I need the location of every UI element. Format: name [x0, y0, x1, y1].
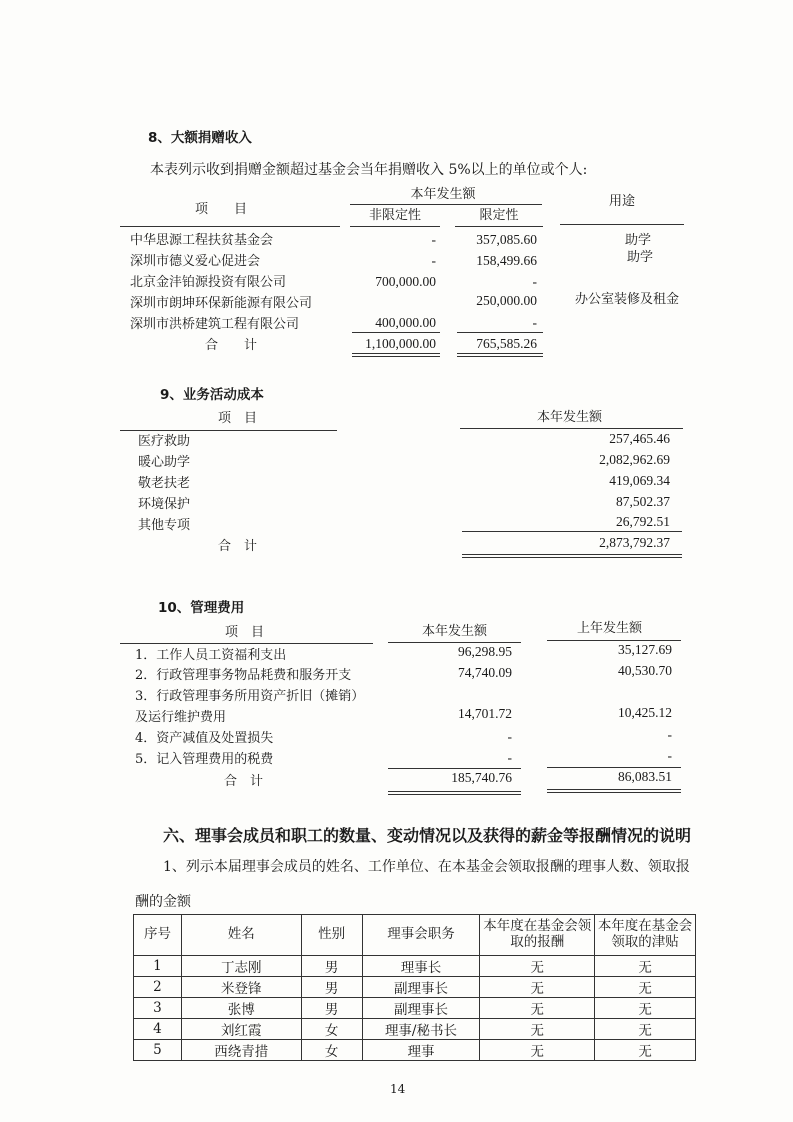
cell-gender: 女 [301, 1040, 362, 1061]
section-6-title: 六、理事会成员和职工的数量、变动情况以及获得的薪金等报酬情况的说明 [163, 826, 692, 845]
s8-total-double-rule-restricted [457, 353, 543, 357]
s10-row-previous: 10,425.12 [618, 705, 672, 720]
s8-row-restricted: 357,085.60 [476, 232, 537, 247]
s8-row-name: 深圳市德义爱心促进会 [130, 254, 261, 269]
column-header-name: 姓名 [181, 915, 301, 956]
column-header-index: 序号 [134, 915, 182, 956]
s9-row-name: 敬老扶老 [138, 476, 191, 491]
s8-row-restricted: - [532, 274, 537, 289]
s10-header-rule-previous [547, 640, 681, 641]
cell-name: 刘红霞 [181, 1019, 301, 1040]
table-row [134, 998, 696, 1019]
s9-row-name: 环境保护 [138, 497, 191, 512]
s8-header-item: 项 目 [195, 202, 248, 217]
s9-row-amount: 419,069.34 [609, 473, 670, 488]
cell-position: 理事 [362, 1040, 480, 1061]
s8-header-rule-unrestricted [350, 226, 440, 227]
cell-allowance: 无 [595, 1019, 696, 1040]
s10-row-name: 3．行政管理事务所用资产折旧（摊销） [135, 689, 365, 704]
s8-row-name: 深圳市洪桥建筑工程有限公司 [130, 317, 300, 332]
s8-header-use: 用途 [608, 194, 635, 209]
cell-gender: 男 [301, 998, 362, 1019]
s9-total-rule [462, 531, 682, 532]
column-header-remuneration: 本年度在基金会领取的报酬 [480, 915, 595, 956]
s9-row-amount: 87,502.37 [616, 494, 670, 509]
s8-header-divider [350, 204, 542, 205]
s9-header-rule-current [460, 428, 683, 429]
cell-index: 2 [134, 977, 182, 998]
s9-total-label: 合 计 [218, 539, 258, 554]
s8-total-rule-unrestricted [352, 332, 440, 333]
s8-header-restricted: 限定性 [479, 208, 519, 223]
cell-allowance: 无 [595, 977, 696, 998]
s10-row-name: 4．资产减值及处置损失 [135, 731, 274, 746]
s8-row-restricted: 250,000.00 [476, 293, 537, 308]
s10-row-name: 5．记入管理费用的税费 [135, 752, 274, 767]
s8-total-label: 合 计 [205, 338, 258, 353]
s8-row-unrestricted: - [431, 253, 436, 268]
s10-row-name: 1．工作人员工资福利支出 [135, 648, 287, 663]
s10-row-name: 2．行政管理事务物品耗费和服务开支 [135, 668, 352, 683]
s9-row-name: 其他专项 [138, 518, 191, 533]
s10-header-rule-current [388, 642, 521, 643]
cell-position: 副理事长 [362, 998, 480, 1019]
cell-remuneration: 无 [480, 977, 595, 998]
s8-row-use: 助学 [626, 250, 653, 265]
s10-row-previous: - [667, 727, 672, 742]
s8-header-rule-use [560, 224, 684, 225]
s10-row-current: - [507, 729, 512, 744]
s10-header-previous: 上年发生额 [577, 621, 643, 636]
s10-header-rule-item [120, 643, 373, 644]
s9-total-double-rule [462, 554, 682, 558]
s8-row-unrestricted: 400,000.00 [375, 315, 436, 330]
table-row [134, 1019, 696, 1040]
cell-gender: 女 [301, 1019, 362, 1040]
s10-row-name: 及运行维护费用 [135, 710, 227, 725]
s10-row-previous: 40,530.70 [618, 663, 672, 678]
s10-row-previous: - [667, 748, 672, 763]
s9-header-item: 项 目 [218, 411, 258, 426]
section-8-title: 8、大额捐赠收入 [148, 130, 252, 146]
cell-position: 理事/秘书长 [362, 1019, 480, 1040]
cell-position: 理事长 [362, 956, 480, 977]
s8-row-unrestricted: 700,000.00 [375, 274, 436, 289]
cell-allowance: 无 [595, 998, 696, 1019]
s8-total-restricted: 765,585.26 [476, 336, 537, 351]
s10-row-current: 96,298.95 [458, 644, 512, 659]
column-header-position: 理事会职务 [362, 915, 480, 956]
s10-row-current: 14,701.72 [458, 706, 512, 721]
section-8-intro: 本表列示收到捐赠金额超过基金会当年捐赠收入 5%以上的单位或个人: [150, 162, 588, 178]
s9-row-name: 医疗救助 [138, 434, 191, 449]
s10-header-current: 本年发生额 [422, 624, 488, 639]
s9-row-amount: 257,465.46 [609, 431, 670, 446]
cell-position: 副理事长 [362, 977, 480, 998]
cell-remuneration: 无 [480, 1019, 595, 1040]
cell-index: 3 [134, 998, 182, 1019]
s8-row-name: 深圳市朗坤环保新能源有限公司 [130, 296, 313, 311]
s9-total-amount: 2,873,792.37 [599, 535, 670, 550]
s10-total-previous: 86,083.51 [618, 769, 672, 784]
s8-row-use: 办公室装修及租金 [574, 292, 679, 307]
s10-row-current: - [507, 750, 512, 765]
s8-header-current: 本年发生额 [410, 187, 476, 202]
s10-total-double-rule-previous [547, 789, 681, 793]
cell-gender: 男 [301, 977, 362, 998]
s8-row-name: 北京金沣铂源投资有限公司 [130, 275, 287, 290]
section-9-title: 9、业务活动成本 [160, 387, 264, 403]
s8-row-restricted: - [532, 315, 537, 330]
s10-total-rule-previous [547, 767, 681, 768]
s9-row-amount: 2,082,962.69 [599, 452, 670, 467]
s8-row-use: 助学 [624, 233, 651, 248]
cell-index: 1 [134, 956, 182, 977]
section-10-title: 10、管理费用 [158, 600, 245, 616]
s10-total-label: 合 计 [224, 774, 264, 789]
s10-total-rule-current [388, 768, 521, 769]
table-header-row [134, 915, 696, 956]
s8-total-unrestricted: 1,100,000.00 [365, 336, 436, 351]
cell-remuneration: 无 [480, 998, 595, 1019]
cell-index: 4 [134, 1019, 182, 1040]
s8-row-name: 中华思源工程扶贫基金会 [130, 233, 274, 248]
s8-header-rule-item [120, 226, 340, 227]
cell-name: 张博 [181, 998, 301, 1019]
cell-index: 5 [134, 1040, 182, 1061]
cell-remuneration: 无 [480, 1040, 595, 1061]
cell-name: 米登锋 [181, 977, 301, 998]
board-members-table [133, 914, 696, 1061]
s8-row-restricted: 158,499.66 [476, 253, 537, 268]
cell-name: 西绕青措 [181, 1040, 301, 1061]
s9-header-current: 本年发生额 [537, 410, 603, 425]
table-row [134, 956, 696, 977]
column-header-allowance: 本年度在基金会领取的津贴 [595, 915, 696, 956]
table-row [134, 977, 696, 998]
s10-total-current: 185,740.76 [451, 770, 512, 785]
section-6-paragraph-line-2: 酬的金额 [135, 894, 191, 910]
s10-row-current: 74,740.09 [458, 665, 512, 680]
cell-allowance: 无 [595, 956, 696, 977]
s9-header-rule-item [120, 430, 337, 431]
s8-header-rule-restricted [455, 226, 543, 227]
s10-total-double-rule-current [388, 791, 521, 795]
s9-row-name: 暖心助学 [138, 455, 191, 470]
s8-row-unrestricted: - [431, 232, 436, 247]
cell-allowance: 无 [595, 1040, 696, 1061]
page-number: 14 [390, 1082, 406, 1096]
table-row [134, 1040, 696, 1061]
column-header-gender: 性别 [301, 915, 362, 956]
section-6-paragraph-line-1: 1、列示本届理事会成员的姓名、工作单位、在本基金会领取报酬的理事人数、领取报 [163, 859, 690, 875]
s9-row-amount: 26,792.51 [616, 514, 670, 529]
s8-total-rule-restricted [457, 332, 543, 333]
s10-header-item: 项 目 [225, 625, 265, 640]
cell-name: 丁志刚 [181, 956, 301, 977]
s8-header-unrestricted: 非限定性 [368, 208, 421, 223]
cell-remuneration: 无 [480, 956, 595, 977]
cell-gender: 男 [301, 956, 362, 977]
s8-total-double-rule-unrestricted [352, 353, 440, 357]
s10-row-previous: 35,127.69 [618, 642, 672, 657]
